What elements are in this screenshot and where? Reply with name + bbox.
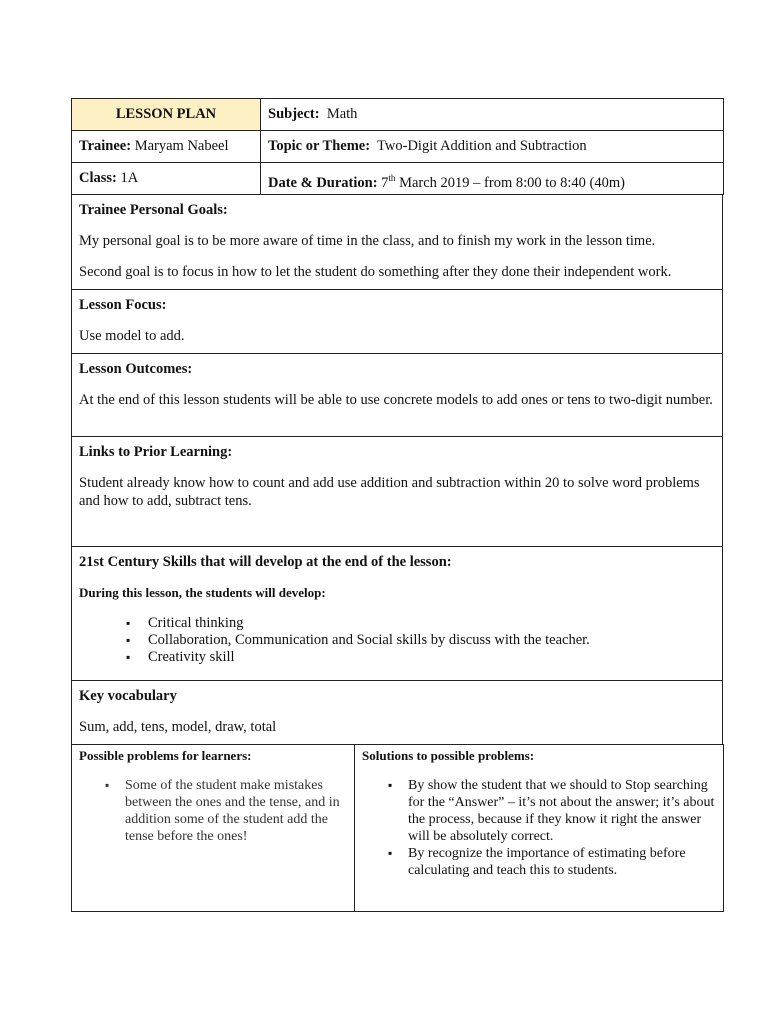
goals-text-1: My personal goal is to be more aware of time in the class, and to finish my work in the lesson time. [79, 233, 656, 249]
skills-list [79, 615, 715, 666]
focus-heading: Lesson Focus: [79, 297, 167, 313]
date-suffix: th [388, 173, 396, 183]
topic-label: Topic or Theme: [268, 138, 371, 154]
lesson-plan-title: LESSON PLAN [72, 99, 261, 131]
goals-text-2: Second goal is to focus in how to let the student do something after they done their independent work. [79, 264, 672, 280]
vocabulary-section [72, 681, 723, 745]
prior-learning-heading: Links to Prior Learning: [79, 444, 233, 460]
trainee-cell [72, 131, 261, 163]
prior-learning-text: Student already know how to count and add use addition and subtraction within 20 to solve word problems and how to add, subtract tens. [79, 475, 700, 509]
trainee-value: Maryam Nabeel [134, 138, 229, 154]
list-item: ▪ Critical thinking [126, 615, 715, 632]
topic-cell [261, 131, 724, 163]
skills-subheading: During this lesson, the students will develop: [79, 585, 326, 600]
solutions-heading: Solutions to possible problems: [362, 748, 535, 763]
solutions-cell [355, 745, 724, 912]
date-label: Date & Duration: [268, 174, 378, 191]
trainee-label: Trainee: [79, 138, 132, 154]
class-cell [72, 163, 261, 195]
list-item: ▪ By recognize the importance of estimating before calculating and teach this to students. [388, 845, 716, 879]
problems-list [79, 777, 347, 845]
list-item: ▪ Collaboration, Communication and Social skills by discuss with the teacher. [126, 632, 715, 649]
lesson-plan-document [71, 98, 723, 912]
skills-heading: 21st Century Skills that will develop at the end of the lesson: [79, 554, 452, 570]
subject-value: Math [326, 106, 358, 122]
class-label: Class: [79, 170, 117, 186]
focus-section [72, 290, 723, 354]
list-item: ▪ Creativity skill [126, 649, 715, 666]
topic-value: Two-Digit Addition and Subtraction [377, 138, 587, 154]
subject-label: Subject: [268, 106, 320, 122]
goals-section [72, 195, 723, 290]
outcomes-text: At the end of this lesson students will be able to use concrete models to add ones or tens to two-digit number. [79, 392, 713, 408]
problems-heading: Possible problems for learners: [79, 748, 252, 763]
vocabulary-text: Sum, add, tens, model, draw, total [79, 719, 277, 735]
date-day: 7 [381, 174, 389, 191]
date-cell [261, 163, 724, 195]
solutions-list [362, 777, 716, 879]
outcomes-section [72, 354, 723, 437]
class-value: 1A [120, 170, 139, 186]
vocabulary-heading: Key vocabulary [79, 688, 177, 704]
problems-table [71, 744, 724, 912]
body-table [71, 194, 723, 745]
header-table [71, 98, 724, 195]
list-item: ▪ By show the student that we should to Stop searching for the “Answer” – it’s not about the answer; it’s about the process, because if they know it right the answer will be absolutely correct. [388, 777, 716, 845]
goals-heading: Trainee Personal Goals: [79, 202, 228, 218]
outcomes-heading: Lesson Outcomes: [79, 361, 193, 377]
prior-learning-section [72, 437, 723, 547]
date-rest: March 2019 – from 8:00 to 8:40 (40m) [395, 174, 625, 191]
subject-cell [261, 99, 724, 131]
list-item: ▪ Some of the student make mistakes between the ones and the tense, and in addition some of the student add the tense before the ones! [105, 777, 347, 845]
focus-text: Use model to add. [79, 328, 185, 344]
skills-section [72, 547, 723, 681]
problems-cell [72, 745, 355, 912]
